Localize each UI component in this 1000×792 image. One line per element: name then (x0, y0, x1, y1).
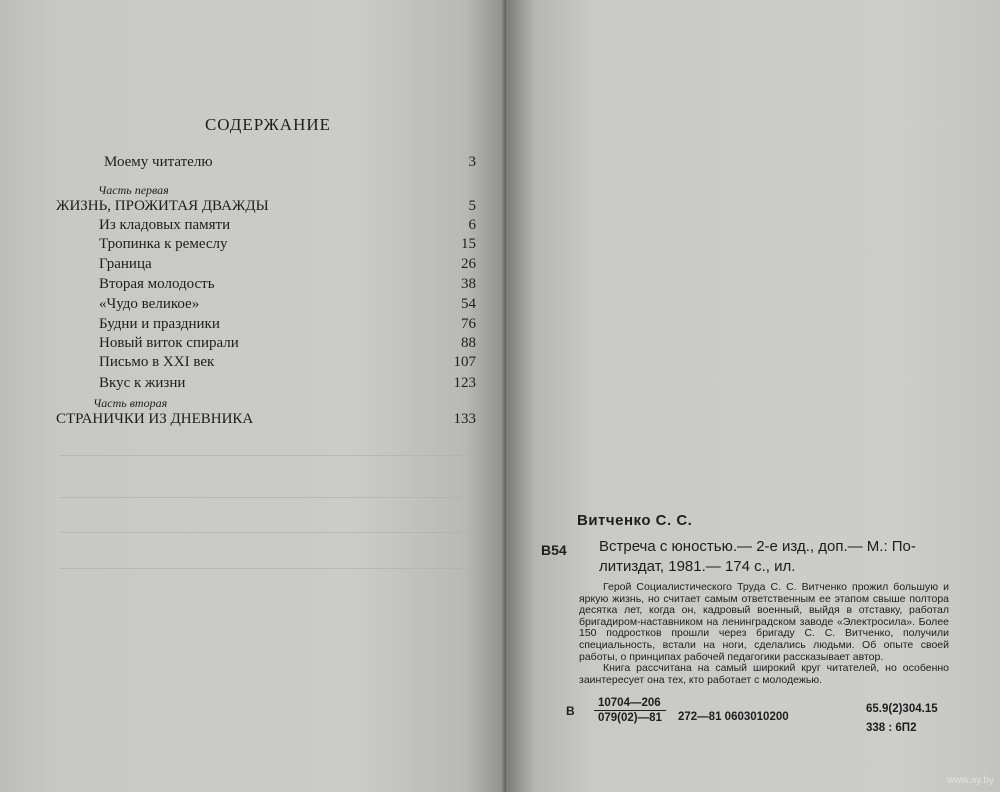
toc-entry-row (0, 296, 476, 316)
toc-part-heading: Часть вторая (93, 396, 168, 410)
toc-page-number: 76 (461, 316, 476, 332)
toc-entry-label: Вкус к жизни (99, 375, 186, 391)
toc-entry-label: Моему читателю (104, 154, 213, 170)
toc-page-number: 88 (461, 335, 476, 351)
classification-code: 65.9(2)304.15 (866, 703, 938, 715)
toc-page-number: 5 (468, 198, 476, 214)
catalog-code: В54 (541, 542, 567, 558)
toc-entry-label: Письмо в XXI век (99, 354, 215, 370)
watermark: www.ay.by (946, 775, 994, 786)
toc-entry-label: «Чудо великое» (99, 296, 200, 312)
biblio-line: литиздат, 1981.— 174 с., ил. (599, 558, 796, 575)
toc-entry-label: Граница (99, 256, 152, 272)
toc-entry-row (0, 256, 476, 276)
toc-page-number: 54 (461, 296, 476, 312)
index-letter: В (566, 704, 575, 718)
classification-codes (866, 700, 938, 738)
toc-page-number: 133 (453, 411, 476, 427)
toc-page-number: 15 (461, 236, 476, 252)
toc-entry-label: Вторая молодость (99, 276, 215, 292)
fraction-numerator: 10704—206 (594, 697, 666, 711)
toc-entry-row (0, 335, 476, 355)
catalog-number: 272—81 0603010200 (678, 711, 789, 723)
toc-page-number: 123 (453, 375, 476, 391)
toc-entry-label: ЖИЗНЬ, ПРОЖИТАЯ ДВАЖДЫ (56, 198, 269, 214)
toc-section-row (0, 411, 476, 431)
author-name: Витченко С. С. (577, 512, 693, 529)
toc-title: СОДЕРЖАНИЕ (204, 115, 332, 134)
toc-entry-label: СТРАНИЧКИ ИЗ ДНЕВНИКА (56, 411, 254, 427)
toc-entry-row (0, 154, 476, 174)
index-fraction (594, 697, 666, 724)
annotation (579, 582, 949, 686)
toc-entry-label: Новый виток спирали (99, 335, 239, 351)
bleed-through-line (60, 497, 466, 498)
toc-page-number: 107 (453, 354, 476, 370)
toc-entry-row (0, 354, 476, 374)
bleed-through-line (60, 532, 466, 533)
toc-page-number: 6 (468, 217, 476, 233)
annotation-paragraph: Герой Социалистического Труда С. С. Витченко прожил большую и яркую жизнь, но считает самым ответственным ее этапом свыше полтора десятка лет, когда он, кадровый военный, выйдя в отставку, работал бригадиром-наставником на ленинградском заводе «Электросила». Более 150 подростков прошли через бригаду С. С. Витченко, получили специальность, встали на ноги, сделались людьми. Об опыте своей работы, о принципах рабочей педагогики рассказывает автор. (579, 581, 949, 663)
toc-entry-row (0, 236, 476, 256)
toc-entry-label: Будни и праздники (99, 316, 220, 332)
biblio-line: Встреча с юностью.— 2-е изд., доп.— М.: По- (599, 538, 916, 555)
annotation-paragraph: Книга рассчитана на самый широкий круг читателей, но особенно заинтересует она тех, кто работает с молодежью. (579, 662, 949, 686)
toc-entry-row (0, 375, 476, 395)
toc-entry-row (0, 316, 476, 336)
toc-entry-label: Из кладовых памяти (99, 217, 231, 233)
toc-part-heading: Часть первая (98, 183, 169, 197)
fraction-denominator: 079(02)—81 (598, 712, 662, 724)
toc-entry-row (0, 276, 476, 296)
toc-section-row (0, 198, 476, 218)
toc-page-number: 38 (461, 276, 476, 292)
bibliographic-description (599, 537, 969, 577)
toc-entry-row (0, 217, 476, 237)
bleed-through-line (60, 455, 466, 456)
classification-code: 338 : 6П2 (866, 722, 917, 734)
toc-entry-label: Тропинка к ремеслу (99, 236, 228, 252)
toc-page-number: 26 (461, 256, 476, 272)
bleed-through-line (60, 568, 466, 569)
toc-page-number: 3 (468, 154, 476, 170)
